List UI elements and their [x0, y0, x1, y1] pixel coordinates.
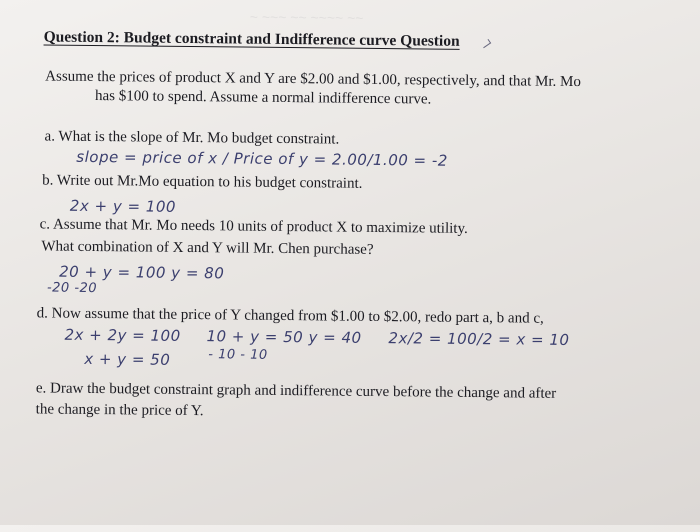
question-c-line-2: What combination of X and Y will Mr. Chen purchase? — [41, 238, 374, 258]
question-b: b. Write out Mr.Mo equation to his budget constraint. — [42, 172, 363, 192]
question-c-line-1: c. Assume that Mr. Mo needs 10 units of product X to maximize utility. — [39, 216, 468, 237]
answer-d-line-1a: 2x + 2y = 100 — [64, 325, 181, 345]
answer-b: 2x + y = 100 — [69, 196, 177, 216]
bleed-through-text: ~ ~~~ ~~ ~~~~ ~~ — [249, 8, 364, 26]
question-e-line-2: the change in the price of Y. — [35, 401, 204, 420]
answer-c-line-1: 20 + y = 100 y = 80 — [59, 262, 225, 283]
answer-d-line-1b: 10 + y = 50 y = 40 — [206, 327, 362, 347]
answer-a: slope = price of x / Price of y = 2.00/1.00 = -2 — [76, 147, 448, 170]
question-e-line-1: e. Draw the budget constraint graph and indifference curve before the change and after — [35, 380, 557, 402]
intro-line-1: Assume the prices of product X and Y are $2.00 and $1.00, respectively, and that Mr. Mo — [45, 68, 581, 91]
answer-d-line-1c: 2x/2 = 100/2 = x = 10 — [388, 329, 570, 349]
question-a: a. What is the slope of Mr. Mo budget constraint. — [44, 128, 340, 148]
answer-d-line-2a: x + y = 50 — [84, 349, 171, 369]
pen-check-mark — [481, 39, 491, 48]
question-d: d. Now assume that the price of Y changed from $1.00 to $2.00, redo part a, b and c, — [36, 305, 544, 327]
answer-d-line-2b: - 10 - 10 — [208, 347, 268, 363]
question-title: Question 2: Budget constraint and Indifference curve Question — [43, 28, 460, 50]
answer-c-line-2: -20 -20 — [46, 280, 98, 297]
intro-line-2: has $100 to spend. Assume a normal indifference curve. — [94, 88, 432, 108]
